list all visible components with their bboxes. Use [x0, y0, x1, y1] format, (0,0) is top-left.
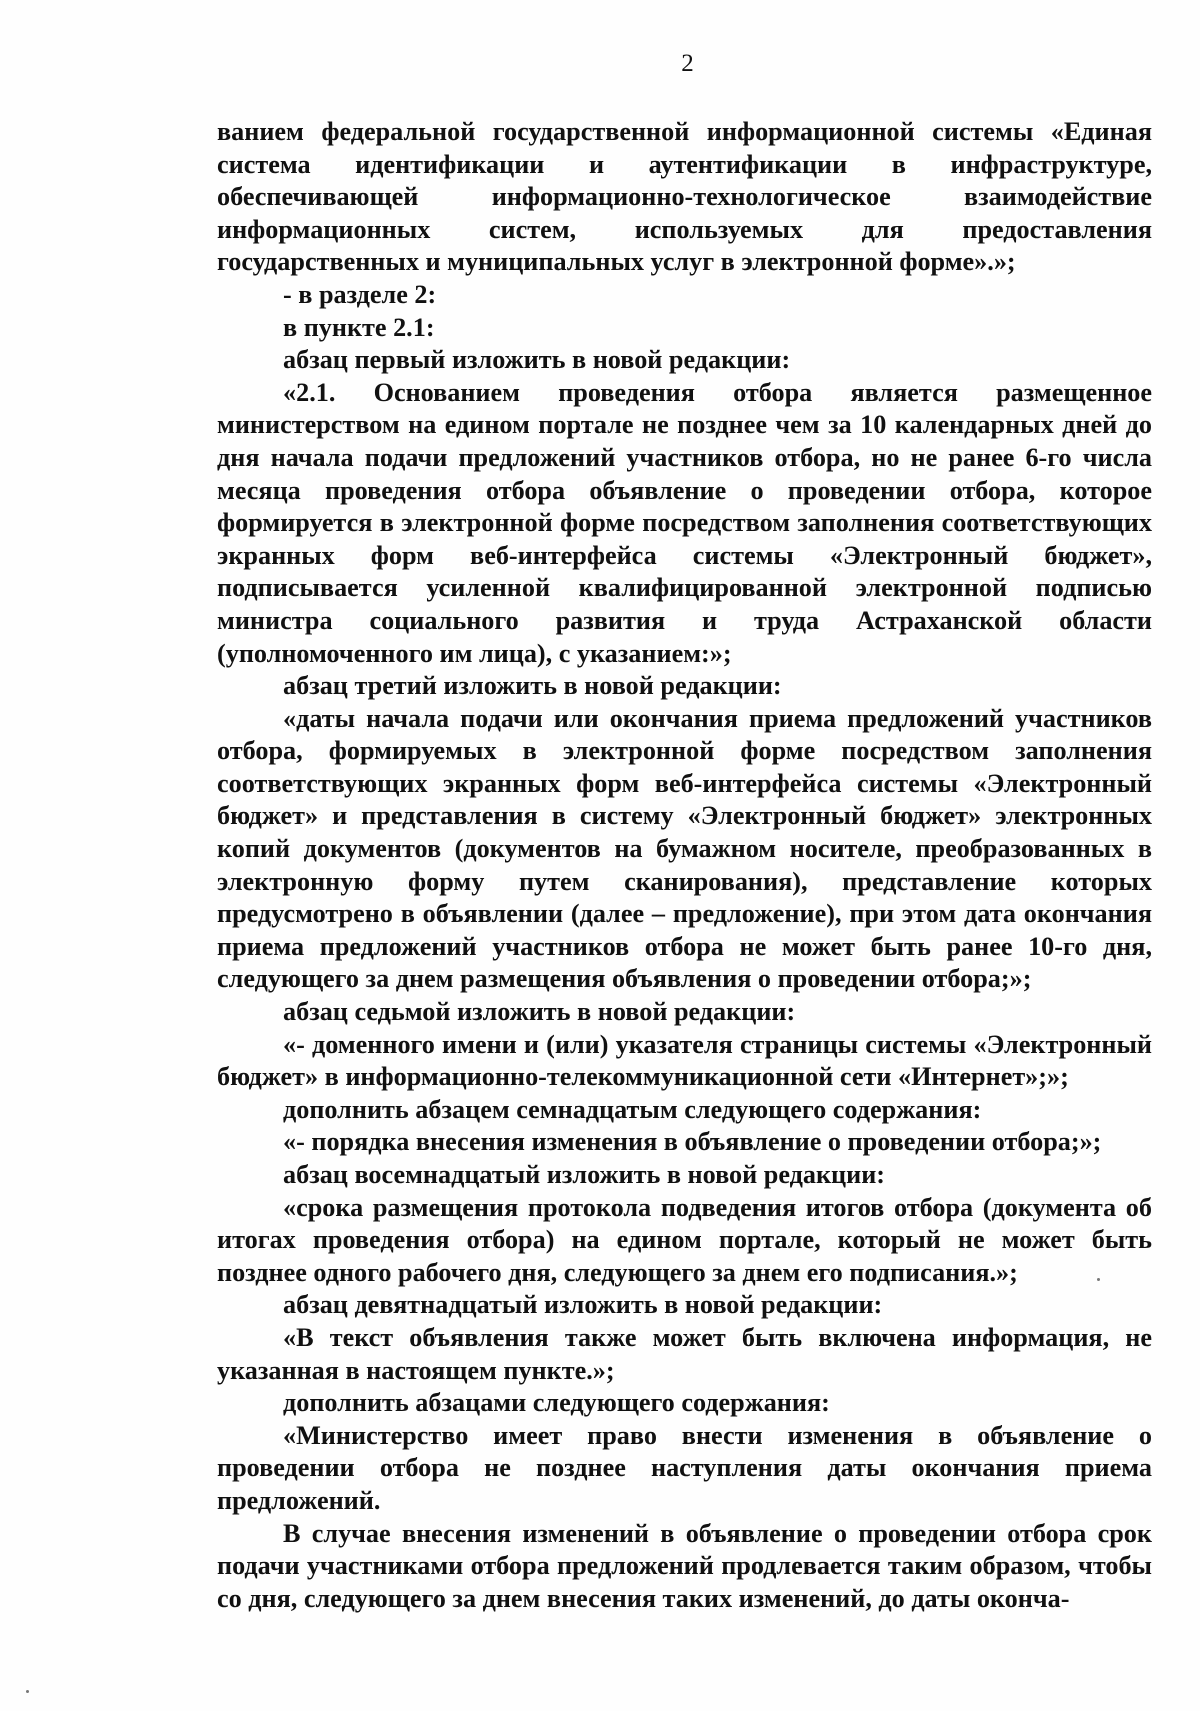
paragraph-quoted-text: «- порядка внесения изменения в объявление о проведении отбора;»;: [283, 1127, 1102, 1157]
paragraph-quoted-text: «В текст объявления также может быть включена информация, не указанная в настоящем пункте.»;: [217, 1322, 1152, 1385]
scan-speck: [26, 1690, 29, 1693]
paragraph-instruction: абзац третий изложить в новой редакции:: [283, 671, 782, 701]
paragraph-instruction: абзац первый изложить в новой редакции:: [283, 345, 791, 375]
paragraph-quoted-text: «Министерство имеет право внести изменения в объявление о проведении отбора не позднее наступления даты окончания приема предложений.: [217, 1420, 1152, 1515]
paragraph-instruction: абзац девятнадцатый изложить в новой редакции:: [283, 1290, 883, 1320]
paragraph-quoted-text: «- доменного имени и (или) указателя страницы системы «Электронный бюджет» в информационно-телекоммуникационной сети «Интернет»;»;: [217, 1029, 1152, 1092]
paragraph-quoted-text: «даты начала подачи или окончания приема предложений участников отбора, формируемых в электронной форме посредством заполнения соответствующих экранных форм веб-интерфейса системы «Электронный бюджет» и представления в систему «Электронный бюджет» электронных копий документов (документов на бумажном носителе, преобразованных в электронную форму путем сканирования), представление которых предусмотрено в объявлении (далее – предложение), при этом дата окончания приема предложений участников отбора не может быть ранее 10-го дня, следующего за днем размещения объявления о проведении отбора;»;: [217, 703, 1152, 994]
document-body: [217, 116, 1152, 1615]
scan-speck: [1097, 1278, 1100, 1281]
paragraph-continuation: ванием федеральной государственной информационной системы «Единая система идентификации и аутентификации в инфраструктуре, обеспечивающей информационно-технологическое взаимодействие информационных систем, используемых для предоставления государственных и муниципальных услуг в электронной форме».»;: [217, 117, 1152, 277]
paragraph-clause-ref: в пункте 2.1:: [283, 312, 435, 342]
paragraph-quoted-text: «срока размещения протокола подведения итогов отбора (документа об итогах проведения отбора) на едином портале, который не может быть позднее одного рабочего дня, следующего за днем его подписания.»;: [217, 1192, 1152, 1287]
paragraph-instruction: абзац восемнадцатый изложить в новой редакции:: [283, 1160, 886, 1189]
paragraph-body-text: В случае внесения изменений в объявление о проведении отбора срок подачи участниками отбора предложений продлевается таким образом, чтобы со дня, следующего за днем внесения таких изменений, до даты оконча-: [217, 1518, 1152, 1613]
page-number: 2: [681, 50, 694, 77]
paragraph-instruction: дополнить абзацем семнадцатым следующего содержания:: [283, 1094, 982, 1124]
paragraph-section-ref: - в разделе 2:: [283, 279, 437, 309]
paragraph-instruction: дополнить абзацами следующего содержания:: [283, 1388, 830, 1418]
paragraph-instruction: абзац седьмой изложить в новой редакции:: [283, 997, 796, 1027]
paragraph-quoted-text: «2.1. Основанием проведения отбора является размещенное министерством на едином портале не позднее чем за 10 календарных дней до дня начала подачи предложений участников отбора, но не ранее 6-го числа месяца проведения отбора объявление о проведении отбора, которое формируется в электронной форме посредством заполнения соответствующих экранных форм веб-интерфейса системы «Электронный бюджет», подписывается усиленной квалифицированной электронной подписью министра социального развития и труда Астраханской области (уполномоченного им лица), с указанием:»;: [217, 377, 1152, 668]
